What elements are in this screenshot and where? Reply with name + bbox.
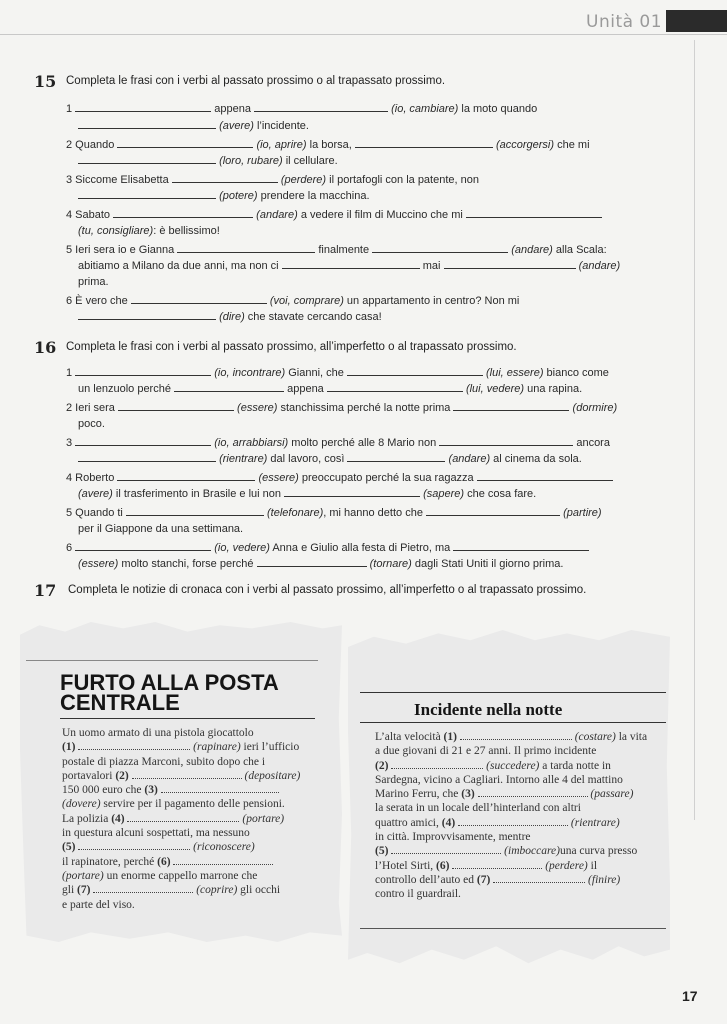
blank[interactable] — [118, 402, 234, 411]
blank[interactable] — [347, 453, 445, 462]
blank[interactable] — [493, 874, 585, 883]
ex16-line-6: 6 (io, vedere) Anna e Giulio alla festa di Pietro, ma — [66, 541, 589, 555]
blank[interactable] — [78, 311, 216, 320]
blank[interactable] — [127, 813, 239, 822]
ex15-line-4b: (tu, consigliare): è bellissimo! — [78, 225, 220, 237]
unit-label: Unità 01 — [586, 12, 663, 32]
exercise-17-instruction: Completa le notizie di cronaca con i verbi al passato prossimo, all’imperfetto o al trapassato prossimo. — [68, 584, 587, 596]
blank[interactable] — [458, 817, 568, 826]
blank[interactable] — [173, 856, 273, 865]
ex15-line-5c: prima. — [78, 276, 109, 288]
blank[interactable] — [132, 770, 242, 779]
ex15-line-2b: (loro, rubare) il cellulare. — [78, 154, 338, 168]
blank[interactable] — [117, 472, 255, 481]
ex16-line-3: 3 (io, arrabbiarsi) molto perché alle 8 Mario non ancora — [66, 437, 610, 449]
ex16-line-1b: un lenzuolo perché appena (lui, vedere) una rapina. — [78, 383, 583, 395]
ex15-line-2: 2 Quando (io, aprire) la borsa, (accorgersi) che mi — [66, 139, 590, 151]
blank[interactable] — [453, 402, 569, 411]
ex16-line-4b: (avere) il trasferimento in Brasile e lui non (sapere) che cosa fare. — [78, 488, 537, 500]
clipping-b-text: L’alta velocità (1) (costare) la vita a due giovani di 21 e 27 anni. Il primo incidente (2) (succedere) a tarda notte in Sardegna, vicino a Cagliari. Intorno alle 4 del mattino Marino Ferru, che (3) (passare) la serata in un locale dell’hinterland con altri quattro amici, (4) (rientrare) in città. Improvvisamente, mentre (5) (imboccare)una curva presso l’Hotel Sirti, (6) (perdere) il controllo dell’auto ed (7) (finire) contro il guardrail. — [375, 731, 648, 901]
ex15-line-5: 5 Ieri sera io e Gianna finalmente (andare) alla Scala: — [66, 244, 607, 256]
clipping-b-rule-top — [360, 692, 666, 693]
ex15-line-3b: (potere) prendere la macchina. — [78, 189, 370, 203]
ex16-line-6b: (essere) molto stanchi, forse perché (tornare) dagli Stati Uniti il giorno prima. — [78, 558, 564, 570]
blank[interactable] — [78, 841, 190, 850]
ex16-line-4: 4 Roberto (essere) preoccupato perché la sua ragazza — [66, 471, 613, 485]
blank[interactable] — [391, 760, 483, 769]
ex15-line-5b: abitiamo a Milano da due anni, ma non ci mai (andare) — [78, 260, 621, 272]
ex15-line-3: 3 Siccome Elisabetta (perdere) il portafogli con la patente, non — [66, 174, 479, 186]
ex15-line-1: 1 appena (io, cambiare) la moto quando — [66, 103, 538, 115]
exercise-17-number: 17 — [34, 581, 57, 600]
ex16-line-3b: (rientrare) dal lavoro, così (andare) al cinema da sola. — [78, 452, 582, 466]
clipping-rule — [26, 660, 318, 661]
blank[interactable] — [355, 139, 493, 148]
blank[interactable] — [478, 788, 588, 797]
ex15-line-6b: (dire) che stavate cercando casa! — [78, 310, 382, 324]
blank[interactable] — [372, 244, 508, 253]
blank[interactable] — [460, 731, 572, 740]
blank[interactable] — [117, 139, 253, 148]
blank[interactable] — [78, 155, 216, 164]
blank[interactable] — [452, 860, 542, 869]
ex16-line-1: 1 (io, incontrare) Gianni, che (lui, essere) bianco come — [66, 367, 609, 379]
exercise-16-number: 16 — [34, 338, 57, 357]
clipping-a-rule — [60, 718, 315, 719]
clipping-a-title-2: CENTRALE — [60, 690, 180, 715]
clipping-b-title: Incidente nella notte — [414, 700, 563, 719]
exercise-16-instruction: Completa le frasi con i verbi al passato prossimo, all’imperfetto o al trapassato prossimo. — [66, 341, 517, 353]
blank[interactable] — [327, 383, 463, 392]
page-number: 17 — [682, 988, 698, 1004]
blank[interactable] — [477, 472, 613, 481]
blank[interactable] — [126, 507, 264, 516]
header-bar — [666, 10, 727, 32]
blank[interactable] — [254, 103, 388, 112]
clipping-a-title-1: FURTO ALLA POSTA — [60, 670, 279, 695]
page-edge-line — [694, 40, 695, 820]
header-divider — [0, 34, 727, 35]
clipping-b-rule-bottom — [360, 722, 666, 723]
blank[interactable] — [75, 542, 211, 551]
blank[interactable] — [444, 260, 576, 269]
blank[interactable] — [93, 884, 193, 893]
ex16-line-2b: poco. — [78, 418, 105, 430]
ex16-line-5b: per il Giappone da una settimana. — [78, 523, 244, 535]
blank[interactable] — [391, 845, 501, 854]
blank[interactable] — [78, 120, 216, 129]
blank[interactable] — [75, 103, 211, 112]
blank[interactable] — [78, 453, 216, 462]
ex15-line-6: 6 È vero che (voi, comprare) un appartamento in centro? Non mi — [66, 295, 520, 307]
ex15-line-4: 4 Sabato (andare) a vedere il film di Muccino che mi — [66, 208, 602, 222]
blank[interactable] — [284, 488, 420, 497]
blank[interactable] — [439, 437, 573, 446]
blank[interactable] — [257, 558, 367, 567]
blank[interactable] — [172, 174, 278, 183]
clipping-b-footer-rule — [360, 928, 666, 929]
blank[interactable] — [177, 244, 315, 253]
blank[interactable] — [282, 260, 420, 269]
blank[interactable] — [426, 507, 560, 516]
ex16-line-5: 5 Quando ti (telefonare), mi hanno detto che (partire) — [66, 507, 602, 519]
blank[interactable] — [466, 209, 602, 218]
blank[interactable] — [75, 367, 211, 376]
blank[interactable] — [75, 437, 211, 446]
blank[interactable] — [174, 383, 284, 392]
blank[interactable] — [131, 295, 267, 304]
blank[interactable] — [161, 784, 279, 793]
blank[interactable] — [78, 741, 190, 750]
blank[interactable] — [347, 367, 483, 376]
blank[interactable] — [78, 190, 216, 199]
ex15-line-1b: (avere) l’incidente. — [78, 119, 309, 133]
exercise-15-instruction: Completa le frasi con i verbi al passato prossimo o al trapassato prossimo. — [66, 75, 446, 87]
blank[interactable] — [453, 542, 589, 551]
blank[interactable] — [113, 209, 253, 218]
clipping-a-text: Un uomo armato di una pistola giocattolo (1) (rapinare) ieri l’ufficio postale di piazza Marconi, subito dopo che i portavalori (2) (depositare) 150 000 euro che (3) (dovere) servire per il pagamento delle pensioni. La polizia (4) (portare) in questura alcuni sospettati, ma nessuno (5) (riconoscere) il rapinatore, perché (6) (portare) un enorme cappello marrone che gli (7) (coprire) gli occhi e parte del viso. — [62, 727, 301, 911]
exercise-15-number: 15 — [34, 72, 57, 91]
ex16-line-2: 2 Ieri sera (essere) stanchissima perché la notte prima (dormire) — [66, 402, 618, 414]
